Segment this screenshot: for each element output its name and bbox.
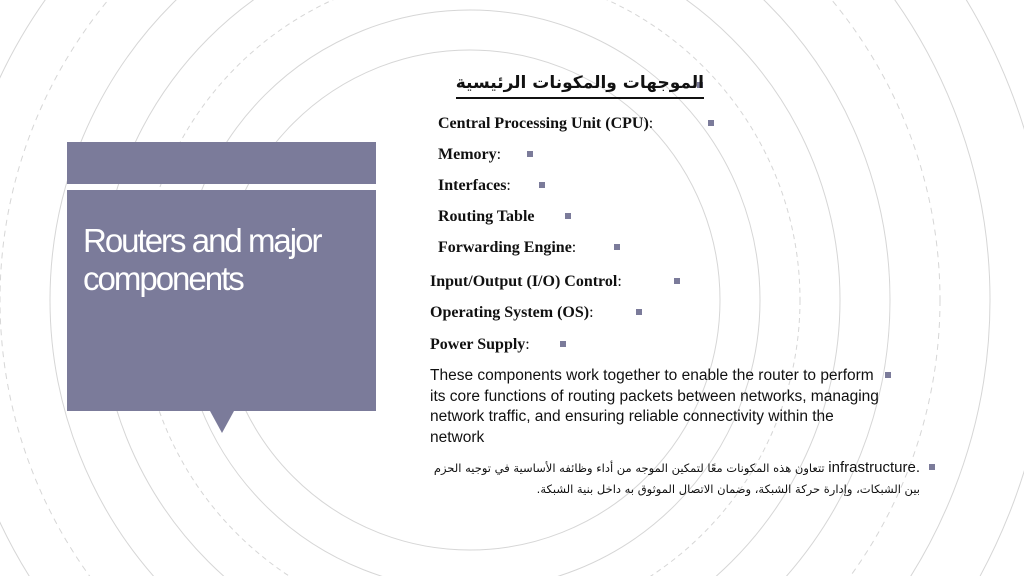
bullet-icon <box>885 372 891 378</box>
component-item-memory: Memory: <box>438 146 502 163</box>
bullet-icon <box>636 309 642 315</box>
component-item-forwarding-engine: Forwarding Engine: <box>438 239 577 256</box>
component-item-io-control: Input/Output (I/O) Control: <box>430 273 622 290</box>
component-name: Interfaces <box>438 177 507 194</box>
bullet-icon <box>527 151 533 157</box>
bullet-icon <box>929 464 935 470</box>
summary-arabic <box>430 457 920 500</box>
bullet-icon <box>708 120 714 126</box>
component-name: Routing Table <box>438 208 535 225</box>
component-item-routing-table <box>438 207 534 227</box>
arabic-heading: الموجهات والمكونات الرئيسية <box>456 70 704 99</box>
component-name: Power Supply <box>430 336 526 353</box>
summary-english: These components work together to enable the router to perform its core functions of routing packets between networks, managing network traffic, and ensuring reliable connectivity within the network <box>430 367 879 446</box>
bullet-icon <box>614 244 620 250</box>
summary-arabic-text: تتعاون هذه المكونات معًا لتمكين الموجه من أداء وظائفه الأساسية في توجيه الحزم بين الشبكات، وإدارة حركة الشبكة، وضمان الاتصال الموثوق به داخل بنية الشبكة. <box>433 461 920 496</box>
component-name: Memory <box>438 146 497 163</box>
bullet-icon <box>539 182 545 188</box>
title-accent-band <box>67 142 376 184</box>
bullet-icon <box>560 341 566 347</box>
component-name: Central Processing Unit (CPU) <box>438 115 649 132</box>
bullet-icon <box>565 213 571 219</box>
component-name: Operating System (OS) <box>430 304 590 321</box>
title-pointer <box>210 411 234 433</box>
component-name: Forwarding Engine <box>438 239 572 256</box>
component-item-os: Operating System (OS): <box>430 304 594 321</box>
component-item-interfaces: Interfaces: <box>438 177 511 194</box>
bullet-icon <box>674 278 680 284</box>
summary-arabic-keyword: infrastructure. <box>828 459 920 476</box>
component-item-cpu: Central Processing Unit (CPU): <box>438 115 654 132</box>
component-name: Input/Output (I/O) Control <box>430 273 618 290</box>
component-item-power-supply: Power Supply: <box>430 336 530 353</box>
slide-title: Routers and major components <box>83 222 321 297</box>
